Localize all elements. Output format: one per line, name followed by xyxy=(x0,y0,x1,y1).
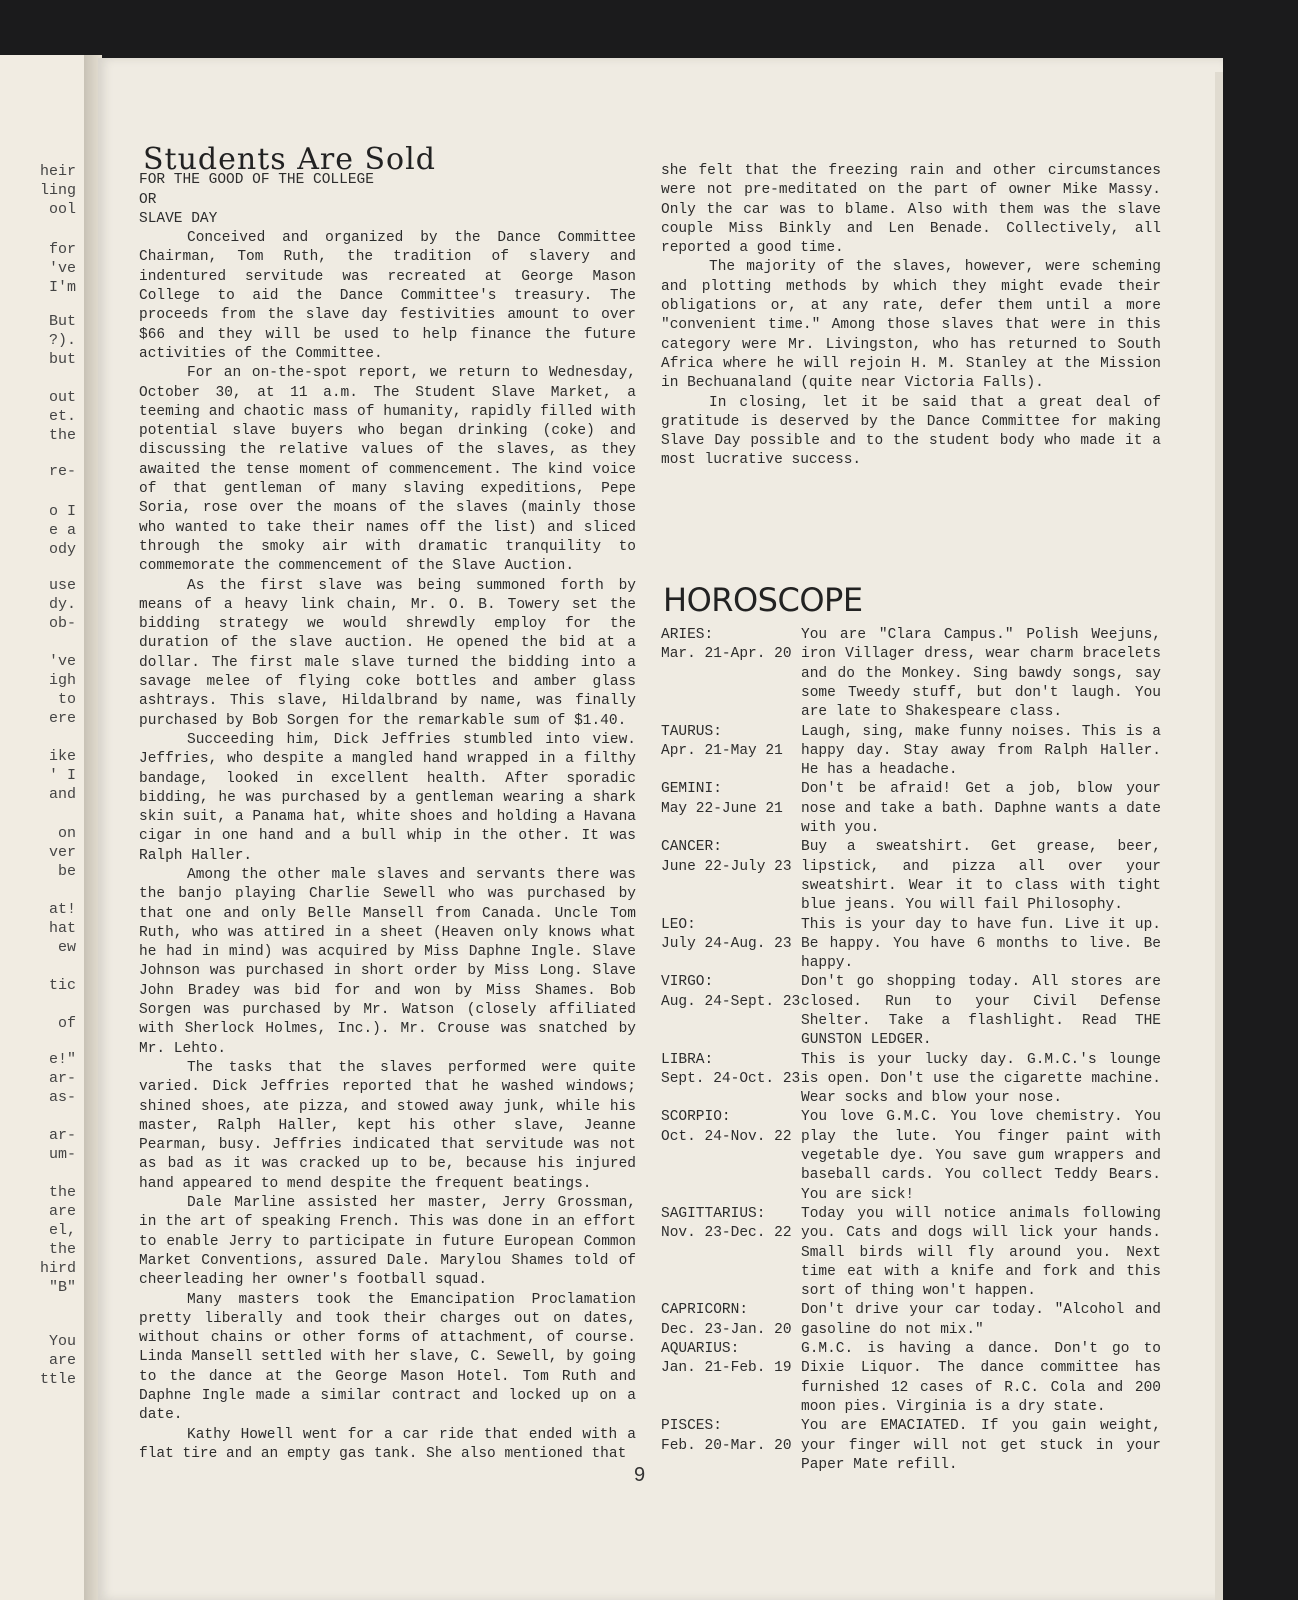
article-paragraph: Among the other male slaves and servants there was the banjo playing Charlie Sewell who was purchased by that one and only Belle Mansell from Canada. Uncle Tom Ruth, who was attired in a sheet (Heaven only knows what he had in mind) was acquired by Miss Daphne Ingle. Slave Johnson was purchased in short order by Miss Long. Slave John Bradey was bid for and won by Miss Shames. Bob Sorgen was purchased by Mr. Watson (closely affiliated with Sherlock Holmes, Inc.). Mr. Crouse was snatched by Mr. Lehto. xyxy=(139,866,636,1057)
previous-page-text-fragment: ike xyxy=(48,748,76,765)
sign-text: This is your lucky day. G.M.C.'s lounge is open. Don't use the cigarette machine. Wear socks and blow your nose. xyxy=(801,1051,1161,1107)
previous-page-text-fragment: ling xyxy=(39,182,76,199)
page-edge xyxy=(1215,72,1223,1600)
previous-page-text-fragment: ody xyxy=(48,541,76,558)
previous-page-text-fragment: at! xyxy=(48,901,76,918)
sign-dates: Oct. 24-Nov. 22 xyxy=(661,1128,792,1145)
sign-name: GEMINI: xyxy=(661,781,722,798)
article-column xyxy=(139,142,636,1464)
previous-page-text-fragment: ver xyxy=(48,844,76,861)
previous-page-text-fragment: ar- xyxy=(48,1127,76,1144)
sign-name: VIRGO: xyxy=(661,974,714,991)
previous-page-text-fragment: and xyxy=(48,786,76,803)
horoscope-entry xyxy=(661,1417,1161,1475)
horoscope-entry xyxy=(661,1205,1161,1301)
previous-page-text-fragment: ' I xyxy=(48,767,76,784)
article-continued-paragraph: The majority of the slaves, however, were scheming and plotting methods by which they might evade their obligations or, at any rate, defer them until a more "convenient time." Among those slaves that were in this category were Mr. Livingston, who has returned to South Africa where he will rejoin H. M. Stanley at the Mission in Bechuanaland (quite near Victoria Falls). xyxy=(661,259,1161,392)
previous-page-text-fragment: are xyxy=(48,1352,76,1369)
article-paragraph: Kathy Howell went for a car ride that ended with a flat tire and an empty gas tank. She also mentioned that xyxy=(139,1426,636,1462)
horoscope-entry xyxy=(661,723,1161,781)
previous-page-text-fragment: out xyxy=(48,389,76,406)
previous-page-text-fragment: hat xyxy=(48,920,76,937)
article-title: Students Are Sold xyxy=(143,142,436,177)
previous-page-text-fragment: heir xyxy=(39,163,76,180)
previous-page-text-fragment: 've xyxy=(48,260,76,277)
sign-text: Don't drive your car today. "Alcohol and gasoline do not mix." xyxy=(801,1302,1161,1338)
sign-name: PISCES: xyxy=(661,1418,722,1435)
sign-dates: Nov. 23-Dec. 22 xyxy=(661,1225,792,1242)
previous-page-text-fragment: ew xyxy=(57,939,76,956)
previous-page-text-fragment: re- xyxy=(48,463,76,480)
horoscope-entry xyxy=(661,916,1161,974)
article-subtitle-slave-day: SLAVE DAY xyxy=(139,210,218,227)
page-number: 9 xyxy=(634,1464,646,1486)
previous-page-text-fragment: um- xyxy=(48,1146,76,1163)
right-column xyxy=(661,162,1161,1475)
article-paragraph: As the first slave was being summoned forth by means of a heavy link chain, Mr. O. B. Towery set the bidding strategy we would shrewdly employ for the duration of the slave auction. He opened the bid at a dollar. The first male slave turned the bidding into a savage melee of flying coke bottles and amber glass ashtrays. This slave, Hildalbrand by name, was finally purchased by Bob Sorgen for the remarkable sum of $1.40. xyxy=(139,577,636,729)
horoscope-entry xyxy=(661,973,1161,1050)
previous-page-text-fragment: You xyxy=(48,1333,76,1350)
horoscope-list xyxy=(661,626,1161,1475)
sign-text: Today you will notice animals following you. Cats and dogs will lick your hands. Small birds will fly around you. Next time eat with a knife and fork and this sort of thing won't happen. xyxy=(801,1205,1161,1300)
sign-text: Buy a sweatshirt. Get grease, beer, lipstick, and pizza all over your sweatshirt. Wear it to class with tight blue jeans. You will fail Philosophy. xyxy=(801,839,1161,914)
previous-page-text-fragment: ere xyxy=(48,710,76,727)
previous-page-text-fragment: ?). xyxy=(48,332,76,349)
previous-page-text-fragment: use xyxy=(48,577,76,594)
article-continued-paragraph: she felt that the freezing rain and other circumstances were not pre-meditated on the part of owner Mike Massy. Only the car was to blame. Also with them was the slave couple Miss Binkly and Len Benade. Collectively, all reported a good time. xyxy=(661,163,1161,257)
article-paragraph: Succeeding him, Dick Jeffries stumbled into view. Jeffries, who despite a mangled hand wrapped in a filthy bandage, looked in excellent health. After sporadic bidding, he was purchased by a gentleman wearing a shark skin suit, a Panama hat, white shoes and holding a Havana cigar in one hand and a bull whip in the other. It was Ralph Haller. xyxy=(139,731,636,864)
sign-name: LIBRA: xyxy=(661,1051,714,1068)
previous-page-text-fragment: et. xyxy=(48,408,76,425)
horoscope-title: HOROSCOPE xyxy=(663,580,863,619)
sign-text: You are EMACIATED. If you gain weight, your finger will not get stuck in your Paper Mate refill. xyxy=(801,1418,1161,1473)
sign-dates: Aug. 24-Sept. 23 xyxy=(661,993,801,1010)
sign-name: SAGITTARIUS: xyxy=(661,1205,766,1222)
sign-dates: May 22-June 21 xyxy=(661,800,783,817)
sign-name: TAURUS: xyxy=(661,723,722,740)
previous-page-text-fragment: of xyxy=(57,1015,76,1032)
sign-text: You are "Clara Campus." Polish Weejuns, iron Villager dress, wear charm bracelets and do the Monkey. Sing bawdy songs, say some Tweedy stuff, but don't laugh. You are late to Shakespeare class. xyxy=(801,627,1161,721)
previous-page-text-fragment: "B" xyxy=(48,1279,76,1296)
sign-dates: Mar. 21-Apr. 20 xyxy=(661,646,792,663)
previous-page-text-fragment: ar- xyxy=(48,1070,76,1087)
sign-name: ARIES: xyxy=(661,627,714,644)
previous-page-text-fragment: ool xyxy=(48,201,76,218)
sign-dates: Dec. 23-Jan. 20 xyxy=(661,1321,792,1338)
horoscope-entry xyxy=(661,780,1161,838)
previous-page-text-fragment: for xyxy=(48,241,76,258)
sign-name: CAPRICORN: xyxy=(661,1302,749,1319)
previous-page-text-fragment: ob- xyxy=(48,615,76,632)
previous-page-text-fragment: 've xyxy=(48,653,76,670)
sign-dates: June 22-July 23 xyxy=(661,858,792,875)
horoscope-entry xyxy=(661,626,1161,722)
previous-page-text-fragment: e a xyxy=(48,522,76,539)
article-paragraph: Dale Marline assisted her master, Jerry Grossman, in the art of speaking French. This was done in an effort to enable Jerry to participate in future European Common Market Conventions, assured Dale. Marylou Shames told of cheerleading her owner's football squad. xyxy=(139,1195,636,1289)
sign-dates: July 24-Aug. 23 xyxy=(661,935,792,952)
previous-page-edge xyxy=(0,55,84,1600)
sign-name: AQUARIUS: xyxy=(661,1341,740,1358)
sign-dates: Apr. 21-May 21 xyxy=(661,742,783,759)
previous-page-text-fragment: the xyxy=(48,1241,76,1258)
sign-text: Don't be afraid! Get a job, blow your nose and take a bath. Daphne wants a date with you. xyxy=(801,781,1161,837)
previous-page-text-fragment: are xyxy=(48,1203,76,1220)
horoscope-entry xyxy=(661,1340,1161,1417)
horoscope-entry xyxy=(661,1051,1161,1109)
sign-text: This is your day to have fun. Live it up. Be happy. You have 6 months to live. Be happy. xyxy=(801,916,1161,972)
previous-page-text-fragment: o I xyxy=(48,503,76,520)
article-paragraph: Many masters took the Emancipation Proclamation pretty liberally and took their charges out on dates, without chains or other forms of attachment, of course. Linda Mansell settled with her slave, C. Sewell, by going to the dance at the George Mason Hotel. Tom Ruth and Daphne Ingle made a similar contract and locked up on a date. xyxy=(139,1291,636,1424)
sign-dates: Jan. 21-Feb. 19 xyxy=(661,1360,792,1377)
article-paragraph: Conceived and organized by the Dance Committee Chairman, Tom Ruth, the tradition of slavery and indentured servitude was recreated at George Mason College to aid the Dance Committee's treasury. The proceeds from the slave day festivities amount to over $66 and they will be used to help finance the future activities of the Committee. xyxy=(139,230,636,362)
previous-page-text-fragment: tic xyxy=(48,977,76,994)
sign-name: LEO: xyxy=(661,916,696,933)
previous-page-text-fragment: to xyxy=(57,691,76,708)
horoscope-entry xyxy=(661,1108,1161,1204)
sign-text: Laugh, sing, make funny noises. This is a happy day. Stay away from Ralph Haller. He has a headache. xyxy=(801,723,1161,779)
sign-dates: Feb. 20-Mar. 20 xyxy=(661,1437,792,1454)
previous-page-text-fragment: the xyxy=(48,427,76,444)
previous-page-text-fragment: But xyxy=(48,313,76,330)
previous-page-text-fragment: e!" xyxy=(48,1051,76,1068)
article-subtitle-or: OR xyxy=(139,191,157,208)
article-subtitle: FOR THE GOOD OF THE COLLEGE xyxy=(139,172,374,189)
previous-page-text-fragment: I'm xyxy=(48,279,76,296)
previous-page-text-fragment: the xyxy=(48,1184,76,1201)
horoscope-entry xyxy=(661,1301,1161,1340)
sign-name: SCORPIO: xyxy=(661,1109,731,1126)
previous-page-text-fragment: igh xyxy=(48,672,76,689)
article-continued-paragraph: In closing, let it be said that a great deal of gratitude is deserved by the Dance Committee for making Slave Day possible and to the student body who made it a most lucrative success. xyxy=(661,394,1161,469)
previous-page-text-fragment: as- xyxy=(48,1089,76,1106)
sign-dates: Sept. 24-Oct. 23 xyxy=(661,1070,801,1087)
article-paragraph: For an on-the-spot report, we return to Wednesday, October 30, at 11 a.m. The Student Slave Market, a teeming and chaotic mass of humanity, rapidly filled with potential slave buyers who began drinking (coke) and discussing the relative values of the slaves, as they awaited the tense moment of commencement. The kind voice of that gentleman of many slaving expeditions, Pepe Soria, rose over the moans of the slaves (mainly those who wanted to take their names off the list) and sliced through the smoky air with dramatic tranquility to commemorate the commencement of the Slave Auction. xyxy=(139,365,636,575)
previous-page-text-fragment: on xyxy=(57,825,76,842)
sign-name: CANCER: xyxy=(661,839,722,856)
article-paragraph: The tasks that the slaves performed were quite varied. Dick Jeffries reported that he washed windows; shined shoes, ate pizza, and stowed away junk, while his master, Ralph Haller, kept his other slave, Jeanne Pearman, busy. Jeffries indicated that servitude was not as bad as it was cracked up to be, because his injured hand appeared to mend despite the frequent beatings. xyxy=(139,1059,636,1192)
previous-page-text-fragment: dy. xyxy=(48,596,76,613)
previous-page-text-fragment: be xyxy=(57,863,76,880)
sign-text: Don't go shopping today. All stores are closed. Run to your Civil Defense Shelter. Take a flashlight. Read THE GUNSTON LEDGER. xyxy=(801,974,1161,1049)
previous-page-text-fragment: el, xyxy=(48,1222,76,1239)
previous-page-text-fragment: hird xyxy=(39,1260,76,1277)
sign-text: You love G.M.C. You love chemistry. You play the lute. You finger paint with vegetable dye. You save gum wrappers and baseball cards. You collect Teddy Bears. You are sick! xyxy=(801,1109,1161,1203)
previous-page-text-fragment: but xyxy=(48,351,76,368)
sign-text: G.M.C. is having a dance. Don't go to Dixie Liquor. The dance committee has furnished 12 cases of R.C. Cola and 200 moon pies. Virginia is a dry state. xyxy=(801,1341,1161,1415)
horoscope-entry xyxy=(661,838,1161,915)
previous-page-text-fragment: ttle xyxy=(39,1371,76,1388)
